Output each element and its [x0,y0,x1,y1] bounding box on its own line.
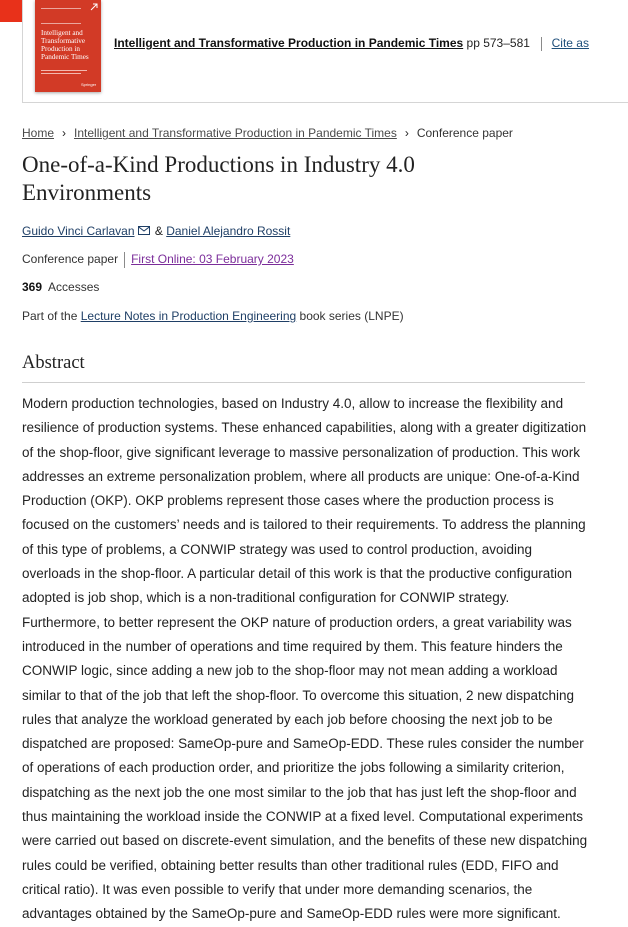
accesses-label: Accesses [48,280,100,294]
breadcrumb [22,126,513,140]
part-of-suffix: book series (LNPE) [299,309,404,323]
book-info [114,36,589,51]
cover-subtitle-lines [41,70,91,76]
chevron-right-icon: › [404,126,409,140]
chevron-right-icon: › [62,126,67,140]
book-cover-image[interactable] [35,0,101,92]
page-range: pp 573–581 [466,36,530,50]
section-divider [22,382,585,383]
abstract-heading: Abstract [22,353,85,373]
breadcrumb-current: Conference paper [416,126,513,140]
series-info [22,309,404,323]
mail-icon[interactable] [138,225,150,239]
part-of-prefix: Part of the [22,309,78,323]
cover-publisher: Springer [81,82,97,87]
book-header-card [22,0,628,103]
series-link[interactable]: Lecture Notes in Production Engineering [80,309,297,323]
article-meta [22,252,294,268]
author-link-2[interactable]: Daniel Alejandro Rossit [166,224,291,238]
author-list [22,224,290,239]
book-title-link[interactable]: Intelligent and Transformative Production in Pandemic Times [114,36,464,50]
accesses-metric [22,280,99,294]
author-link-1[interactable]: Guido Vinci Carlavan [22,224,135,238]
author-joiner: & [154,224,163,238]
page-title: One-of-a-Kind Productions in Industry 4.0 Environments [22,152,415,205]
accesses-count: 369 [22,280,43,294]
divider [541,37,542,51]
first-online-link[interactable]: First Online: 03 February 2023 [131,252,294,267]
cover-decoration [41,8,81,24]
breadcrumb-book[interactable]: Intelligent and Transformative Production in Pandemic Times [74,126,397,140]
divider [124,252,125,268]
article-type: Conference paper [22,252,119,267]
breadcrumb-home[interactable]: Home [22,126,55,140]
abstract-text: Modern production technologies, based on Industry 4.0, allow to increase the flexibility and resilience of production systems. These enhanced capabilities, along with a greater digitization of the shop-floor, give significant leverage to massive personalization of production. This work addresses an extreme personalization problem, where all products are unique: One-of-a-Kind Production (OKP). OKP problems represent those cases where the production process is focused on the customers’ needs and is tailored to their requirements. To address the planning of this type of problems, a CONWIP strategy was used to control production, avoiding overloads in the shop-floor. A particular detail of this work is that the productive configuration adopted is job shop, which is a non-traditional configuration for CONWIP strategy. Furthermore, to better represent the OKP nature of production orders, a great variability was introduced in the number of operations and time required by them. This feature hinders the CONWIP logic, since adding a new job to the shop-floor may not mean adding a workload similar to that of the job that left the shop-floor. To overcome this situation, 2 new dispatching rules that analyze the workload generated by each job before choosing the next job to be dispatched are proposed: SameOp-pure and SameOp-EDD. These rules consider the number of operations of each production order, and prioritize the jobs following a similarity criterion, dispatching as the next job the one most similar to the job that has just left the shop-floor and thus maintaining the workload inside the CONWIP at a fixed level. Computational experiments were carried out based on discrete-event simulation, and the benefits of these new dispatching rules could be verified, obtaining better results than other traditional rules (EDD, FIFO and critical ratio). It was even possible to verify that under more demanding scenarios, the advantages obtained by the SameOp-pure and SameOp-EDD rules were more significant. [22,396,588,922]
cover-title: Intelligent and Transformative Production in Pandemic Times [41,29,89,61]
expand-icon [89,2,99,12]
cite-as-link[interactable]: Cite as [551,36,589,50]
